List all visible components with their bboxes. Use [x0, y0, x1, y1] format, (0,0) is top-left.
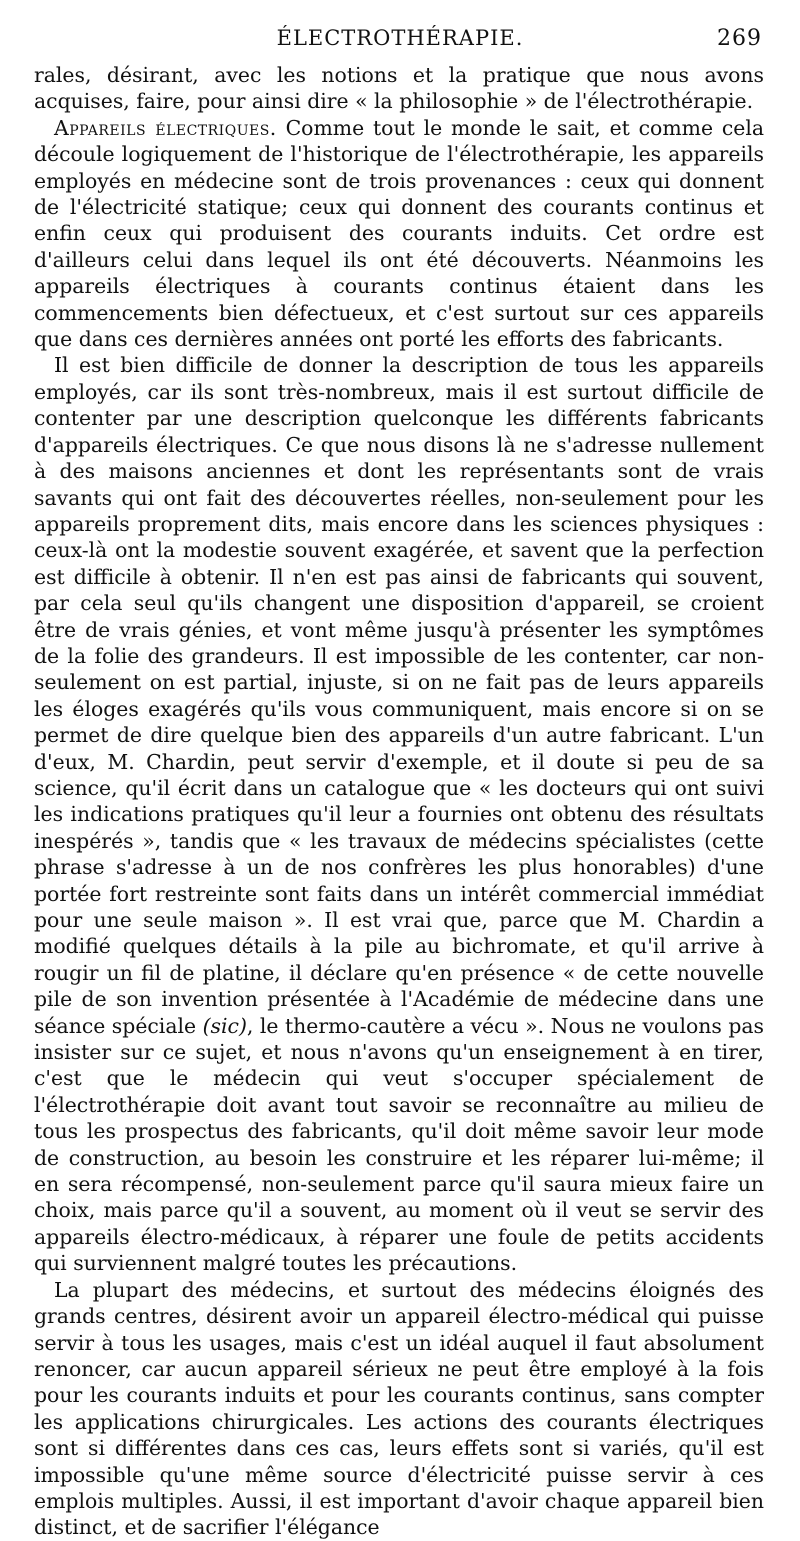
- paragraph-medecins: La plupart des médecins, et surtout des médecins éloignés des grands centres, désirent avoir un appareil électro-médical qui puisse servir à tous les usages, mais c'est un idéal auquel il faut absolument renoncer, car aucun appareil sérieux ne peut être employé à la fois pour les courants induits et pour les courants continus, sans compter les applications chirurgicales. Les actions des courants électriques sont si différentes dans ces cas, leurs effets sont si variés, qu'il est impossible qu'une même source d'électricité puisse servir à ces emplois multiples. Aussi, il est important d'avoir chaque appareil bien distinct, et de sacrifier l'élégance: [34, 1277, 764, 1540]
- paragraph-text-end: , le thermo-cautère a vécu ». Nous ne voulons pas insister sur ce sujet, et nous n'avons qu'un enseignement à en tirer, c'est que le médecin qui veut s'occuper spécialement de l'électrothérapie doit avant tout savoir se reconnaître au milieu de tous les prospectus des fabricants, qu'il doit même savoir leur mode de construction, au besoin les construire et les réparer lui-même; il en sera récompensé, non-seulement parce qu'il saura mieux faire un choix, mais parce qu'il a souvent, au moment où il veut se servir des appareils électro-médicaux, à réparer une foule de petits accidents qui surviennent malgré toutes les précautions.: [34, 1013, 765, 1276]
- running-head: [0, 26, 800, 56]
- paragraph-fabricants: [34, 352, 764, 1276]
- running-title: ÉLECTROTHÉRAPIE.: [276, 26, 524, 50]
- paragraph-text: Comme tout le monde le sait, et comme cela découle logiquement de l'historique de l'électrothérapie, les appareils employés en médecine sont de trois provenances : ceux qui donnent de l'électricité statique; ceux qui donnent des courants continus et enfin ceux qui produisent des courants induits. Cet ordre est d'ailleurs celui dans lequel ils ont été découverts. Néanmoins les appareils électriques à courants continus étaient dans les commencements bien défectueux, et c'est surtout sur ces appareils que dans ces dernières années ont porté les efforts des fabricants.: [34, 115, 765, 352]
- body-text: [34, 62, 764, 1541]
- section-heading: Appareils électriques.: [54, 115, 277, 140]
- page-number: 269: [717, 26, 762, 51]
- paragraph-continuation: rales, désirant, avec les notions et la pratique que nous avons acquises, faire, pour ainsi dire « la philosophie » de l'électrothérapie.: [34, 63, 764, 114]
- paragraph-appareils: [34, 115, 764, 353]
- paragraph-text: Il est bien difficile de donner la description de tous les appareils employés, car ils sont très-nombreux, mais il est surtout difficile de contenter par une description quelconque les différents fabricants d'appareils électriques. Ce que nous disons là ne s'adresse nullement à des maisons anciennes et dont les représentants sont de vrais savants qui ont fait des découvertes réelles, non-seulement pour les appareils proprement dits, mais encore dans les sciences physiques : ceux-là ont la modestie souvent exagérée, et savent que la perfection est difficile à obtenir. Il n'en est pas ainsi de fabricants qui souvent, par cela seul qu'ils changent une disposition d'appareil, se croient être de vrais génies, et vont même jusqu'à présenter les symptômes de la folie des grandeurs. Il est impossible de les contenter, car non-seulement on est partial, injuste, si on ne fait pas de leurs appareils les éloges exagérés qu'ils vous communiquent, mais encore si on se permet de dire quelque bien des appareils d'un autre fabricant. L'un d'eux, M. Chardin, peut servir d'exemple, et il doute si peu de sa science, qu'il écrit dans un catalogue que « les docteurs qui ont suivi les indications pratiques qu'il leur a fournies ont obtenu des résultats inespérés », tandis que « les travaux de médecins spécialistes (cette phrase s'adresse à un de nos confrères les plus honorables) d'une portée fort restreinte sont faits dans un intérêt commercial immédiat pour une seule maison ». Il est vrai que, parce que M. Chardin a modifié quelques détails à la pile au bichromate, et qu'il arrive à rougir un fil de platine, il déclare qu'en présence « de cette nouvelle pile de son invention présentée à l'Académie de médecine dans une séance spéciale: [34, 353, 764, 1038]
- sic-note: (sic): [202, 1013, 247, 1038]
